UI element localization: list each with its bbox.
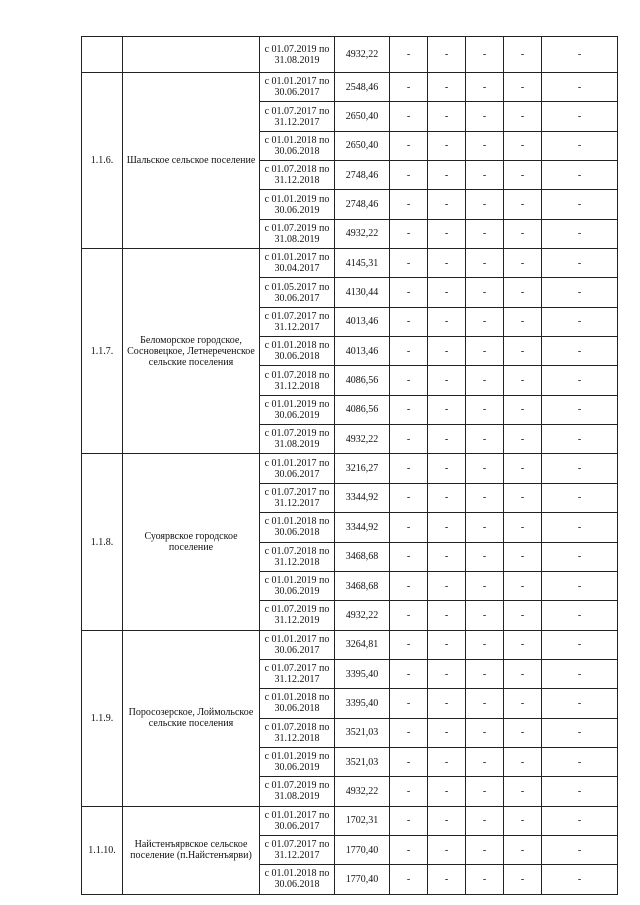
dash-cell: - bbox=[466, 571, 504, 600]
dash-cell: - bbox=[542, 395, 618, 424]
dash-cell: - bbox=[542, 865, 618, 894]
dash-cell: - bbox=[466, 689, 504, 718]
dash-cell: - bbox=[542, 425, 618, 454]
table-row bbox=[82, 249, 618, 278]
tariff-value-cell: 2650,40 bbox=[335, 131, 390, 160]
dash-cell: - bbox=[428, 777, 466, 806]
dash-cell: - bbox=[466, 454, 504, 483]
dash-cell: - bbox=[428, 219, 466, 248]
tariff-value-cell: 4932,22 bbox=[335, 219, 390, 248]
dash-cell: - bbox=[542, 161, 618, 190]
dash-cell: - bbox=[466, 718, 504, 747]
dash-cell: - bbox=[390, 73, 428, 102]
tariff-value-cell: 3521,03 bbox=[335, 747, 390, 776]
dash-cell: - bbox=[542, 483, 618, 512]
period-cell: с 01.07.2017 по 31.12.2017 bbox=[260, 307, 335, 336]
number-cell-empty bbox=[82, 37, 123, 73]
dash-cell: - bbox=[542, 307, 618, 336]
dash-cell: - bbox=[504, 865, 542, 894]
dash-cell: - bbox=[428, 337, 466, 366]
dash-cell: - bbox=[390, 513, 428, 542]
dash-cell: - bbox=[466, 395, 504, 424]
dash-cell: - bbox=[466, 513, 504, 542]
dash-cell: - bbox=[504, 73, 542, 102]
tariff-value-cell: 2748,46 bbox=[335, 161, 390, 190]
dash-cell: - bbox=[390, 601, 428, 630]
dash-cell: - bbox=[428, 689, 466, 718]
dash-cell: - bbox=[542, 366, 618, 395]
dash-cell: - bbox=[466, 131, 504, 160]
dash-cell: - bbox=[542, 718, 618, 747]
dash-cell: - bbox=[542, 337, 618, 366]
tariff-value-cell: 1770,40 bbox=[335, 865, 390, 894]
settlement-name: Шальское сельское поселение bbox=[123, 73, 260, 249]
dash-cell: - bbox=[504, 249, 542, 278]
tariff-table bbox=[81, 36, 618, 895]
dash-cell: - bbox=[466, 806, 504, 835]
dash-cell: - bbox=[504, 395, 542, 424]
tariff-value-cell: 3264,81 bbox=[335, 630, 390, 659]
dash-cell: - bbox=[466, 307, 504, 336]
period-cell: с 01.07.2018 по 31.12.2018 bbox=[260, 542, 335, 571]
period-cell: с 01.01.2019 по 30.06.2019 bbox=[260, 190, 335, 219]
dash-cell: - bbox=[390, 37, 428, 73]
dash-cell: - bbox=[428, 513, 466, 542]
tariff-value-cell: 4932,22 bbox=[335, 37, 390, 73]
group-number: 1.1.8. bbox=[82, 454, 123, 630]
dash-cell: - bbox=[390, 718, 428, 747]
dash-cell: - bbox=[504, 571, 542, 600]
dash-cell: - bbox=[466, 865, 504, 894]
dash-cell: - bbox=[390, 278, 428, 307]
group-number: 1.1.7. bbox=[82, 249, 123, 454]
dash-cell: - bbox=[504, 689, 542, 718]
period-cell: с 01.01.2018 по 30.06.2018 bbox=[260, 131, 335, 160]
dash-cell: - bbox=[542, 278, 618, 307]
tariff-value-cell: 4013,46 bbox=[335, 307, 390, 336]
tariff-value-cell: 3344,92 bbox=[335, 483, 390, 512]
dash-cell: - bbox=[542, 835, 618, 864]
dash-cell: - bbox=[428, 73, 466, 102]
dash-cell: - bbox=[428, 190, 466, 219]
dash-cell: - bbox=[428, 307, 466, 336]
table-row bbox=[82, 630, 618, 659]
dash-cell: - bbox=[542, 102, 618, 131]
dash-cell: - bbox=[542, 454, 618, 483]
tariff-value-cell: 4086,56 bbox=[335, 395, 390, 424]
table-row bbox=[82, 73, 618, 102]
dash-cell: - bbox=[504, 366, 542, 395]
dash-cell: - bbox=[542, 659, 618, 688]
tariff-value-cell: 2748,46 bbox=[335, 190, 390, 219]
dash-cell: - bbox=[390, 747, 428, 776]
dash-cell: - bbox=[542, 777, 618, 806]
dash-cell: - bbox=[504, 190, 542, 219]
dash-cell: - bbox=[504, 161, 542, 190]
dash-cell: - bbox=[390, 483, 428, 512]
dash-cell: - bbox=[504, 630, 542, 659]
dash-cell: - bbox=[542, 249, 618, 278]
tariff-value-cell: 4932,22 bbox=[335, 777, 390, 806]
name-cell-empty bbox=[123, 37, 260, 73]
dash-cell: - bbox=[542, 630, 618, 659]
dash-cell: - bbox=[466, 161, 504, 190]
tariff-value-cell: 4013,46 bbox=[335, 337, 390, 366]
period-cell: с 01.07.2017 по 31.12.2017 bbox=[260, 659, 335, 688]
dash-cell: - bbox=[390, 161, 428, 190]
dash-cell: - bbox=[466, 337, 504, 366]
dash-cell: - bbox=[504, 102, 542, 131]
settlement-name: Суоярвское городское поселение bbox=[123, 454, 260, 630]
group-number: 1.1.6. bbox=[82, 73, 123, 249]
settlement-name: Беломорское городское, Сосновецкое, Летнереченское сельские поселения bbox=[123, 249, 260, 454]
tariff-value-cell: 4932,22 bbox=[335, 601, 390, 630]
period-cell: с 01.07.2019 по 31.08.2019 bbox=[260, 37, 335, 73]
dash-cell: - bbox=[428, 161, 466, 190]
dash-cell: - bbox=[428, 425, 466, 454]
tariff-value-cell: 4145,31 bbox=[335, 249, 390, 278]
dash-cell: - bbox=[428, 718, 466, 747]
dash-cell: - bbox=[504, 454, 542, 483]
dash-cell: - bbox=[428, 806, 466, 835]
period-cell: с 01.07.2018 по 31.12.2018 bbox=[260, 366, 335, 395]
period-cell: с 01.07.2018 по 31.12.2018 bbox=[260, 161, 335, 190]
dash-cell: - bbox=[390, 571, 428, 600]
dash-cell: - bbox=[428, 454, 466, 483]
period-cell: с 01.07.2017 по 31.12.2017 bbox=[260, 483, 335, 512]
dash-cell: - bbox=[390, 630, 428, 659]
dash-cell: - bbox=[466, 366, 504, 395]
tariff-value-cell: 3395,40 bbox=[335, 659, 390, 688]
dash-cell: - bbox=[504, 542, 542, 571]
dash-cell: - bbox=[428, 37, 466, 73]
dash-cell: - bbox=[466, 37, 504, 73]
dash-cell: - bbox=[466, 425, 504, 454]
dash-cell: - bbox=[390, 806, 428, 835]
dash-cell: - bbox=[466, 747, 504, 776]
dash-cell: - bbox=[390, 366, 428, 395]
period-cell: с 01.01.2019 по 30.06.2019 bbox=[260, 571, 335, 600]
period-cell: с 01.07.2019 по 31.08.2019 bbox=[260, 425, 335, 454]
period-cell: с 01.07.2017 по 31.12.2017 bbox=[260, 835, 335, 864]
dash-cell: - bbox=[542, 190, 618, 219]
group-number: 1.1.10. bbox=[82, 806, 123, 894]
tariff-value-cell: 3468,68 bbox=[335, 542, 390, 571]
settlement-name: Найстенъярвское сельское поселение (п.Найстенъярви) bbox=[123, 806, 260, 894]
dash-cell: - bbox=[390, 219, 428, 248]
dash-cell: - bbox=[504, 835, 542, 864]
period-cell: с 01.01.2017 по 30.06.2017 bbox=[260, 454, 335, 483]
dash-cell: - bbox=[504, 278, 542, 307]
period-cell: с 01.01.2018 по 30.06.2018 bbox=[260, 689, 335, 718]
dash-cell: - bbox=[504, 219, 542, 248]
dash-cell: - bbox=[466, 190, 504, 219]
table-row bbox=[82, 806, 618, 835]
dash-cell: - bbox=[504, 37, 542, 73]
dash-cell: - bbox=[390, 542, 428, 571]
dash-cell: - bbox=[542, 747, 618, 776]
dash-cell: - bbox=[428, 747, 466, 776]
dash-cell: - bbox=[466, 835, 504, 864]
dash-cell: - bbox=[390, 249, 428, 278]
period-cell: с 01.01.2019 по 30.06.2019 bbox=[260, 395, 335, 424]
dash-cell: - bbox=[390, 337, 428, 366]
dash-cell: - bbox=[466, 249, 504, 278]
dash-cell: - bbox=[542, 37, 618, 73]
dash-cell: - bbox=[542, 131, 618, 160]
period-cell: с 01.07.2017 по 31.12.2017 bbox=[260, 102, 335, 131]
table-row bbox=[82, 454, 618, 483]
dash-cell: - bbox=[428, 571, 466, 600]
dash-cell: - bbox=[390, 689, 428, 718]
dash-cell: - bbox=[466, 659, 504, 688]
period-cell: с 01.07.2019 по 31.08.2019 bbox=[260, 219, 335, 248]
dash-cell: - bbox=[504, 747, 542, 776]
dash-cell: - bbox=[390, 454, 428, 483]
dash-cell: - bbox=[542, 806, 618, 835]
dash-cell: - bbox=[504, 601, 542, 630]
dash-cell: - bbox=[466, 630, 504, 659]
dash-cell: - bbox=[428, 366, 466, 395]
tariff-table-body bbox=[82, 37, 618, 895]
period-cell: с 01.01.2017 по 30.04.2017 bbox=[260, 249, 335, 278]
dash-cell: - bbox=[428, 542, 466, 571]
dash-cell: - bbox=[390, 395, 428, 424]
period-cell: с 01.01.2017 по 30.06.2017 bbox=[260, 806, 335, 835]
dash-cell: - bbox=[428, 395, 466, 424]
dash-cell: - bbox=[466, 601, 504, 630]
dash-cell: - bbox=[466, 102, 504, 131]
dash-cell: - bbox=[504, 131, 542, 160]
dash-cell: - bbox=[428, 278, 466, 307]
dash-cell: - bbox=[466, 73, 504, 102]
dash-cell: - bbox=[428, 483, 466, 512]
period-cell: с 01.01.2017 по 30.06.2017 bbox=[260, 630, 335, 659]
dash-cell: - bbox=[542, 542, 618, 571]
dash-cell: - bbox=[504, 513, 542, 542]
dash-cell: - bbox=[542, 571, 618, 600]
dash-cell: - bbox=[428, 601, 466, 630]
dash-cell: - bbox=[428, 865, 466, 894]
dash-cell: - bbox=[504, 483, 542, 512]
period-cell: с 01.05.2017 по 30.06.2017 bbox=[260, 278, 335, 307]
tariff-value-cell: 4086,56 bbox=[335, 366, 390, 395]
dash-cell: - bbox=[390, 102, 428, 131]
dash-cell: - bbox=[504, 718, 542, 747]
dash-cell: - bbox=[428, 249, 466, 278]
dash-cell: - bbox=[390, 190, 428, 219]
tariff-value-cell: 4130,44 bbox=[335, 278, 390, 307]
dash-cell: - bbox=[428, 835, 466, 864]
dash-cell: - bbox=[428, 131, 466, 160]
table-row bbox=[82, 37, 618, 73]
tariff-value-cell: 2548,46 bbox=[335, 73, 390, 102]
dash-cell: - bbox=[504, 806, 542, 835]
period-cell: с 01.01.2017 по 30.06.2017 bbox=[260, 73, 335, 102]
tariff-value-cell: 2650,40 bbox=[335, 102, 390, 131]
dash-cell: - bbox=[428, 630, 466, 659]
dash-cell: - bbox=[466, 777, 504, 806]
tariff-value-cell: 3521,03 bbox=[335, 718, 390, 747]
dash-cell: - bbox=[390, 659, 428, 688]
dash-cell: - bbox=[542, 513, 618, 542]
dash-cell: - bbox=[390, 307, 428, 336]
period-cell: с 01.01.2018 по 30.06.2018 bbox=[260, 865, 335, 894]
period-cell: с 01.07.2019 по 31.12.2019 bbox=[260, 601, 335, 630]
dash-cell: - bbox=[542, 689, 618, 718]
dash-cell: - bbox=[542, 73, 618, 102]
period-cell: с 01.01.2019 по 30.06.2019 bbox=[260, 747, 335, 776]
dash-cell: - bbox=[504, 425, 542, 454]
tariff-value-cell: 3395,40 bbox=[335, 689, 390, 718]
tariff-value-cell: 3216,27 bbox=[335, 454, 390, 483]
tariff-value-cell: 4932,22 bbox=[335, 425, 390, 454]
dash-cell: - bbox=[390, 131, 428, 160]
dash-cell: - bbox=[390, 425, 428, 454]
period-cell: с 01.07.2018 по 31.12.2018 bbox=[260, 718, 335, 747]
group-number: 1.1.9. bbox=[82, 630, 123, 806]
dash-cell: - bbox=[466, 219, 504, 248]
dash-cell: - bbox=[504, 659, 542, 688]
tariff-value-cell: 1702,31 bbox=[335, 806, 390, 835]
dash-cell: - bbox=[504, 337, 542, 366]
dash-cell: - bbox=[504, 777, 542, 806]
dash-cell: - bbox=[542, 219, 618, 248]
dash-cell: - bbox=[428, 102, 466, 131]
dash-cell: - bbox=[466, 483, 504, 512]
tariff-value-cell: 3468,68 bbox=[335, 571, 390, 600]
period-cell: с 01.07.2019 по 31.08.2019 bbox=[260, 777, 335, 806]
dash-cell: - bbox=[390, 777, 428, 806]
tariff-value-cell: 1770,40 bbox=[335, 835, 390, 864]
settlement-name: Поросозерское, Лоймольское сельские поселения bbox=[123, 630, 260, 806]
tariff-value-cell: 3344,92 bbox=[335, 513, 390, 542]
dash-cell: - bbox=[390, 835, 428, 864]
dash-cell: - bbox=[504, 307, 542, 336]
dash-cell: - bbox=[542, 601, 618, 630]
period-cell: с 01.01.2018 по 30.06.2018 bbox=[260, 337, 335, 366]
period-cell: с 01.01.2018 по 30.06.2018 bbox=[260, 513, 335, 542]
dash-cell: - bbox=[466, 278, 504, 307]
dash-cell: - bbox=[428, 659, 466, 688]
dash-cell: - bbox=[466, 542, 504, 571]
dash-cell: - bbox=[390, 865, 428, 894]
